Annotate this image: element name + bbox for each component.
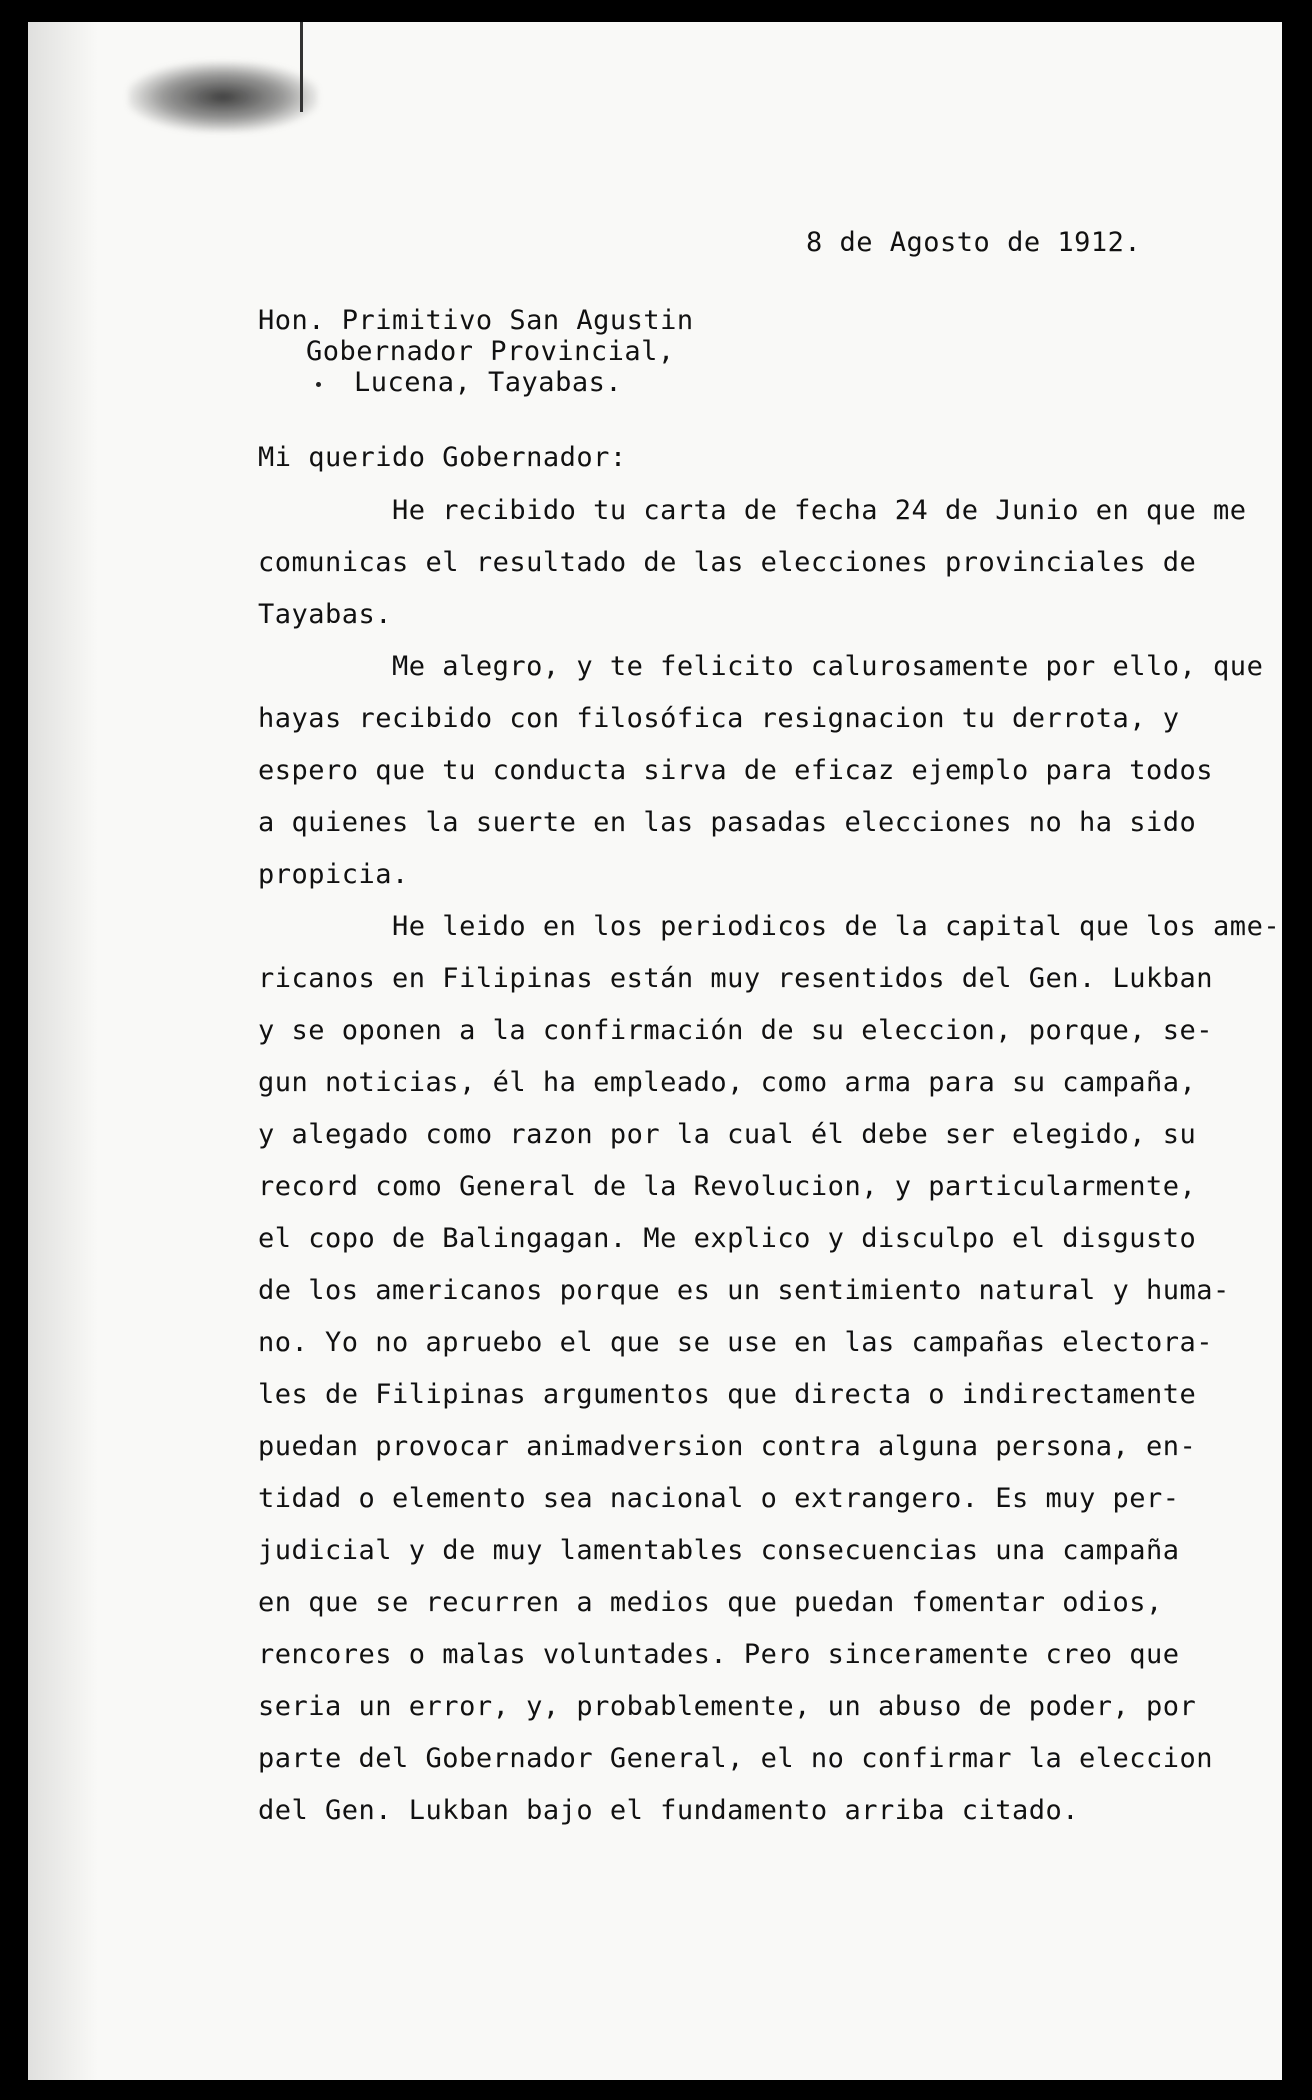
body-line: del Gen. Lukban bajo el fundamento arriba citado. [258,1795,1080,1826]
ink-smudge [128,62,318,132]
body-line: a quienes la suerte en las pasadas elecciones no ha sido [258,807,1197,838]
body-line: tidad o elemento sea nacional o extrangero. Es muy per- [258,1483,1180,1514]
body-line: He recibido tu carta de fecha 24 de Junio en que me [258,495,1247,526]
body-line: rencores o malas voluntades. Pero sinceramente creo que [258,1639,1180,1670]
body-line: y alegado como razon por la cual él debe ser elegido, su [258,1119,1197,1150]
ink-dot [316,382,321,387]
body-line: record como General de la Revolucion, y particularmente, [258,1171,1197,1202]
body-line: He leido en los periodicos de la capital que los ame- [258,911,1281,942]
body-line: Me alegro, y te felicito calurosamente por ello, que [258,651,1264,682]
body-line: parte del Gobernador General, el no confirmar la eleccion [258,1743,1214,1774]
body-line: el copo de Balingagan. Me explico y disculpo el disgusto [258,1223,1197,1254]
body-line: les de Filipinas argumentos que directa o indirectamente [258,1379,1197,1410]
body-line: hayas recibido con filosófica resignacion tu derrota, y [258,703,1180,734]
body-line: judicial y de muy lamentables consecuencias una campaña [258,1535,1180,1566]
body-line: seria un error, y, probablemente, un abuso de poder, por [258,1691,1197,1722]
recipient-name: Hon. Primitivo San Agustin [258,305,694,336]
body-line: en que se recurren a medios que puedan fomentar odios, [258,1587,1163,1618]
body-line: propicia. [258,859,409,890]
letter-page [28,22,1282,2080]
body-line: de los americanos porque es un sentimiento natural y huma- [258,1275,1230,1306]
body-line: comunicas el resultado de las elecciones provinciales de [258,547,1197,578]
body-line: Tayabas. [258,599,393,630]
salutation: Mi querido Gobernador: [258,442,627,473]
body-line: y se oponen a la confirmación de su eleccion, porque, se- [258,1015,1214,1046]
body-line: puedan provocar animadversion contra alguna persona, en- [258,1431,1197,1462]
recipient-title: Gobernador Provincial, [306,336,675,367]
page-edge-mark [300,22,303,112]
body-line: espero que tu conducta sirva de eficaz ejemplo para todos [258,755,1214,786]
body-line: no. Yo no apruebo el que se use en las campañas electora- [258,1327,1214,1358]
letter-date: 8 de Agosto de 1912. [806,227,1142,258]
body-line: gun noticias, él ha empleado, como arma para su campaña, [258,1067,1197,1098]
recipient-location: Lucena, Tayabas. [354,367,623,398]
body-line: ricanos en Filipinas están muy resentidos del Gen. Lukban [258,963,1214,994]
